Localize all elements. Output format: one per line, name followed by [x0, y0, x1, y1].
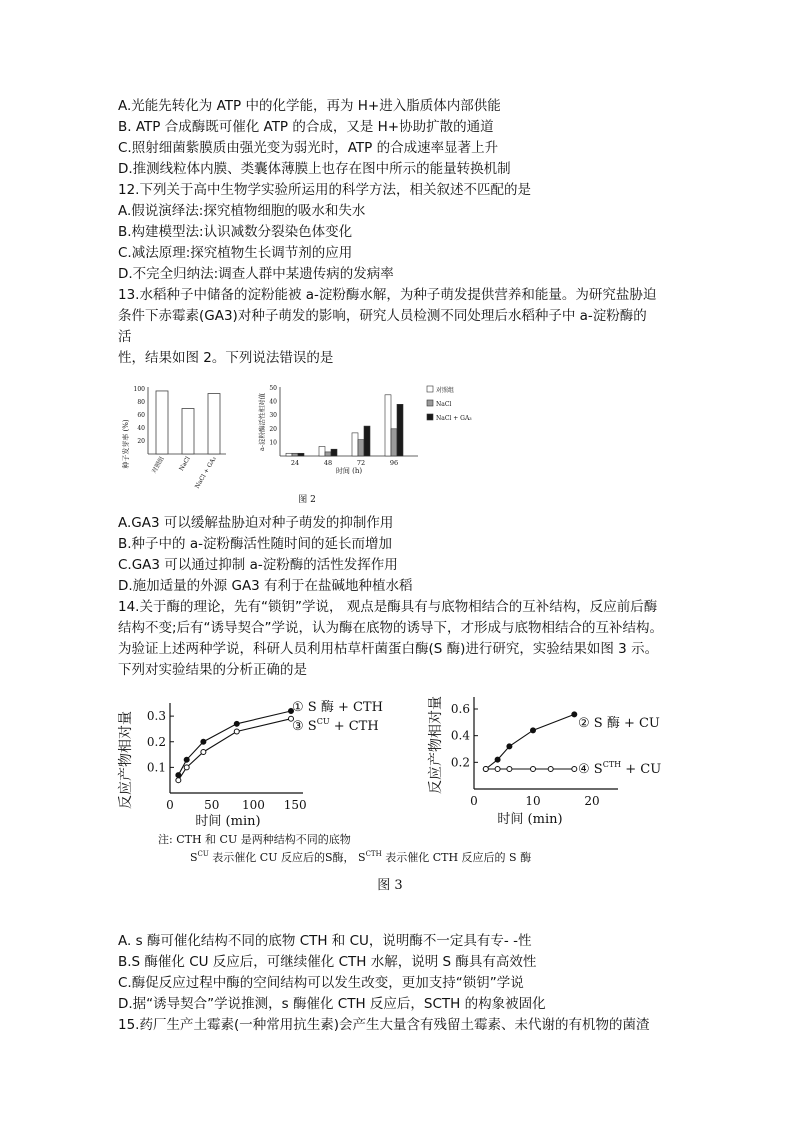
fig2-right-bar: [292, 453, 298, 456]
fig3-left-xlabel: 时间 (min): [195, 814, 261, 829]
fig2-right-category: 72: [356, 459, 366, 467]
fig3-right-point: [495, 767, 500, 772]
fig3-right-xtick: 10: [525, 794, 541, 808]
fig3-caption: 图 3: [377, 878, 403, 893]
fig3-note1: 注: CTH 和 CU 是两种结构不同的底物: [158, 833, 351, 846]
fig2-right-ylabel: a-淀粉酶活性相对值: [258, 392, 266, 452]
fig2-legend-swatch: [427, 386, 433, 392]
option-13b: B.种子中的 a-淀粉酶活性随时间的延长而增加: [118, 536, 392, 552]
fig2-right-category: 24: [290, 459, 300, 467]
option-11a: A.光能先转化为 ATP 中的化学能，再为 H+进入脂质体内部供能: [118, 98, 501, 114]
fig3-left-xtick: 150: [283, 798, 307, 812]
fig2-left-category: 对照组: [150, 455, 166, 475]
fig2-left-bar: [156, 391, 168, 454]
fig2-left-category: NaCl: [177, 455, 192, 473]
fig2-right-ytick: 50: [269, 385, 277, 392]
fig2-legend-swatch: [427, 414, 433, 420]
question-12: 12.下列关于高中生物学实验所运用的科学方法，相关叙述不匹配的是: [118, 182, 531, 198]
fig3-left-point: [176, 778, 181, 783]
fig3-left-series-line: [178, 711, 291, 775]
option-13a: A.GA3 可以缓解盐胁迫对种子萌发的抑制作用: [118, 515, 394, 531]
fig2-legend: [427, 386, 472, 422]
fig2-right-ytick: 40: [269, 398, 277, 406]
fig2-right-bar: [331, 449, 337, 456]
fig3-left-xticks: [166, 798, 306, 812]
fig2-left-ytick: 60: [137, 412, 145, 419]
fig3-left-series: [176, 709, 294, 783]
fig3-note2: $S^{CU}$ 表示催化 CU 反应后的S酶， $S^{CTH}$ 表示催化 CTH 反应后的 S 酶: [190, 850, 532, 864]
question-14-line2: 结构不变;后有“诱导契合”学说，认为酶在底物的诱导下，才形成与底物相结合的互补结构。: [118, 620, 664, 636]
option-11b: B. ATP 合成酶既可催化 ATP 的合成，又是 H+协助扩散的通道: [118, 119, 494, 135]
question-13-line2: 条件下赤霉素(GA3)对种子萌发的影响，研究人员检测不同处理后水稻种子中 a-淀粉酶的: [118, 308, 647, 324]
fig3-left-ylabel: 反应产物相对量: [118, 711, 134, 809]
fig3-right-label4: ④ $S^{CTH}$ + CU: [578, 760, 662, 777]
fig2-left-ytick: 20: [137, 438, 145, 445]
option-12c: C.减法原理:探究植物生长调节剂的应用: [118, 245, 353, 261]
fig3-left-point: [201, 750, 206, 755]
fig3-left-point: [184, 765, 189, 770]
fig2-right-bar: [319, 446, 325, 456]
fig2-right-category: 96: [389, 459, 399, 467]
question-14-line3: 为验证上述两种学说，科研人员利用枯草杆菌蛋白酶(S 酶)进行研究，实验结果如图 3 示。: [118, 641, 659, 657]
figure-3: [118, 685, 678, 895]
fig2-left-ytick: 80: [137, 399, 145, 406]
fig2-left-bars: [156, 391, 220, 454]
fig2-right-bar: [325, 452, 331, 456]
fig3-left-ytick: 0.2: [146, 734, 166, 749]
fig2-right-bar: [397, 404, 403, 456]
option-13c: C.GA3 可以通过抑制 a-淀粉酶的活性发挥作用: [118, 557, 398, 573]
fig2-right-bar: [391, 429, 397, 456]
fig3-left-chart: [117, 700, 383, 829]
fig3-right-chart: [427, 696, 661, 827]
question-14-line1: 14.关于酶的理论，先有“锁钥”学说， 观点是酶具有与底物相结合的互补结构，反应前后酶: [118, 599, 658, 615]
fig3-right-ytick: 0.6: [450, 702, 470, 716]
fig3-right-point: [572, 712, 577, 717]
fig2-right-bar: [358, 440, 364, 456]
fig3-left-label1: ① S 酶 + CTH: [292, 700, 383, 715]
option-12d: D.不完全归纳法:调查人群中某遗传病的发病率: [118, 266, 394, 282]
fig3-right-point: [531, 767, 536, 772]
fig3-left-point: [184, 757, 189, 762]
fig2-right-categories: [291, 459, 398, 467]
fig2-right-ytick: 20: [269, 425, 277, 433]
fig3-left-xtick: 0: [166, 798, 174, 812]
option-14c: C.酶促反应过程中酶的空间结构可以发生改变，更加支持“锁钥”学说: [118, 975, 524, 991]
fig3-right-xtick: 0: [470, 794, 478, 808]
fig2-right-ytick: 30: [269, 412, 277, 420]
option-14b: B.S 酶催化 CU 反应后，可继续催化 CTH 水解，说明 S 酶具有高效性: [118, 954, 537, 970]
fig2-caption: 图 2: [298, 495, 316, 505]
fig2-legend-label: NaCl: [436, 401, 452, 408]
fig3-right-point: [572, 767, 577, 772]
option-11d: D.推测线粒体内膜、类囊体薄膜上也存在图中所示的能量转换机制: [118, 161, 511, 177]
fig3-right-label2: ② S 酶 + CU: [578, 716, 660, 731]
question-13-line4: 性，结果如图 2。下列说法错误的是: [118, 350, 334, 366]
question-13-line1: 13.水稻种子中储备的淀粉能被 a-淀粉酶水解，为种子萌发提供营养和能量。为研究盐胁迫: [118, 287, 657, 303]
figure-2: [118, 372, 472, 512]
fig3-right-point: [507, 767, 512, 772]
fig2-right-yticks: [269, 385, 277, 446]
option-14a: A. s 酶可催化结构不同的底物 CTH 和 CU，说明酶不一定具有专- -性: [118, 933, 532, 949]
fig2-legend-label: NaCl + GA₃: [436, 415, 472, 422]
fig2-right-bar: [286, 453, 292, 456]
fig3-left-series-line: [178, 719, 291, 781]
option-11c: C.照射细菌紫膜质由强光变为弱光时，ATP 的合成速率显著上升: [118, 140, 499, 156]
fig2-legend-swatch: [427, 400, 433, 406]
fig2-right-bar: [364, 426, 370, 456]
fig2-left-ylabel: 种子发芽率 (%): [122, 419, 130, 469]
fig3-right-xticks: [470, 794, 599, 808]
fig2-right-bar: [352, 433, 358, 456]
fig2-right-chart: [257, 385, 472, 475]
fig3-left-label3: ③ $S^{CU}$ + CTH: [292, 717, 379, 734]
fig2-right-ytick: 10: [269, 439, 277, 447]
fig2-right-xlabel: 时间 (h): [335, 467, 363, 475]
question-15: 15.药厂生产土霉素(一种常用抗生素)会产生大量含有残留土霉素、未代谢的有机物的菌渣: [118, 1017, 650, 1033]
fig2-left-ytick: 100: [133, 386, 145, 393]
fig2-left-category: NaCl + GA₃: [193, 455, 218, 490]
fig3-right-point: [548, 767, 553, 772]
fig3-right-xtick: 20: [584, 794, 600, 808]
fig3-left-ytick: 0.3: [146, 709, 166, 724]
fig3-right-xlabel: 时间 (min): [497, 812, 563, 827]
fig3-right-ylabel: 反应产物相对量: [428, 696, 444, 794]
fig2-left-chart: [121, 386, 226, 490]
option-14d: D.据“诱导契合”学说推测，s 酶催化 CTH 反应后，SCTH 的构象被固化: [118, 996, 546, 1012]
fig2-left-categories: [150, 455, 218, 490]
fig3-right-ytick: 0.4: [450, 728, 470, 743]
fig3-left-xtick: 100: [241, 798, 265, 812]
option-13d: D.施加适量的外源 GA3 有利于在盐碱地种植水稻: [118, 578, 413, 594]
fig3-left-point: [201, 739, 206, 744]
option-12a: A.假说演绎法:探究植物细胞的吸水和失水: [118, 203, 366, 219]
fig2-left-bar: [208, 394, 220, 454]
fig3-right-point: [495, 757, 500, 762]
fig3-left-ytick: 0.1: [146, 760, 166, 775]
fig2-right-bars: [286, 395, 403, 456]
fig3-left-point: [234, 729, 239, 734]
fig3-right-point: [483, 767, 488, 772]
fig3-right-point: [531, 728, 536, 733]
fig3-left-xtick: 50: [204, 798, 220, 812]
fig3-right-series: [483, 712, 577, 772]
fig2-left-bar: [182, 409, 194, 455]
fig2-left-yticks: [134, 386, 146, 445]
fig2-right-bar: [385, 395, 391, 456]
fig2-right-bar: [298, 453, 304, 456]
fig3-right-ytick: 0.2: [450, 755, 470, 770]
option-12b: B.构建模型法:认识减数分裂染色体变化: [118, 224, 353, 240]
question-14-line4: 下列对实验结果的分析正确的是: [118, 662, 307, 678]
fig3-right-point: [507, 744, 512, 749]
fig2-legend-label: 对照组: [436, 387, 455, 394]
fig3-left-point: [234, 721, 239, 726]
fig2-left-ytick: 40: [137, 425, 145, 432]
fig2-right-category: 48: [323, 459, 333, 467]
question-13-line3: 活: [118, 329, 132, 345]
